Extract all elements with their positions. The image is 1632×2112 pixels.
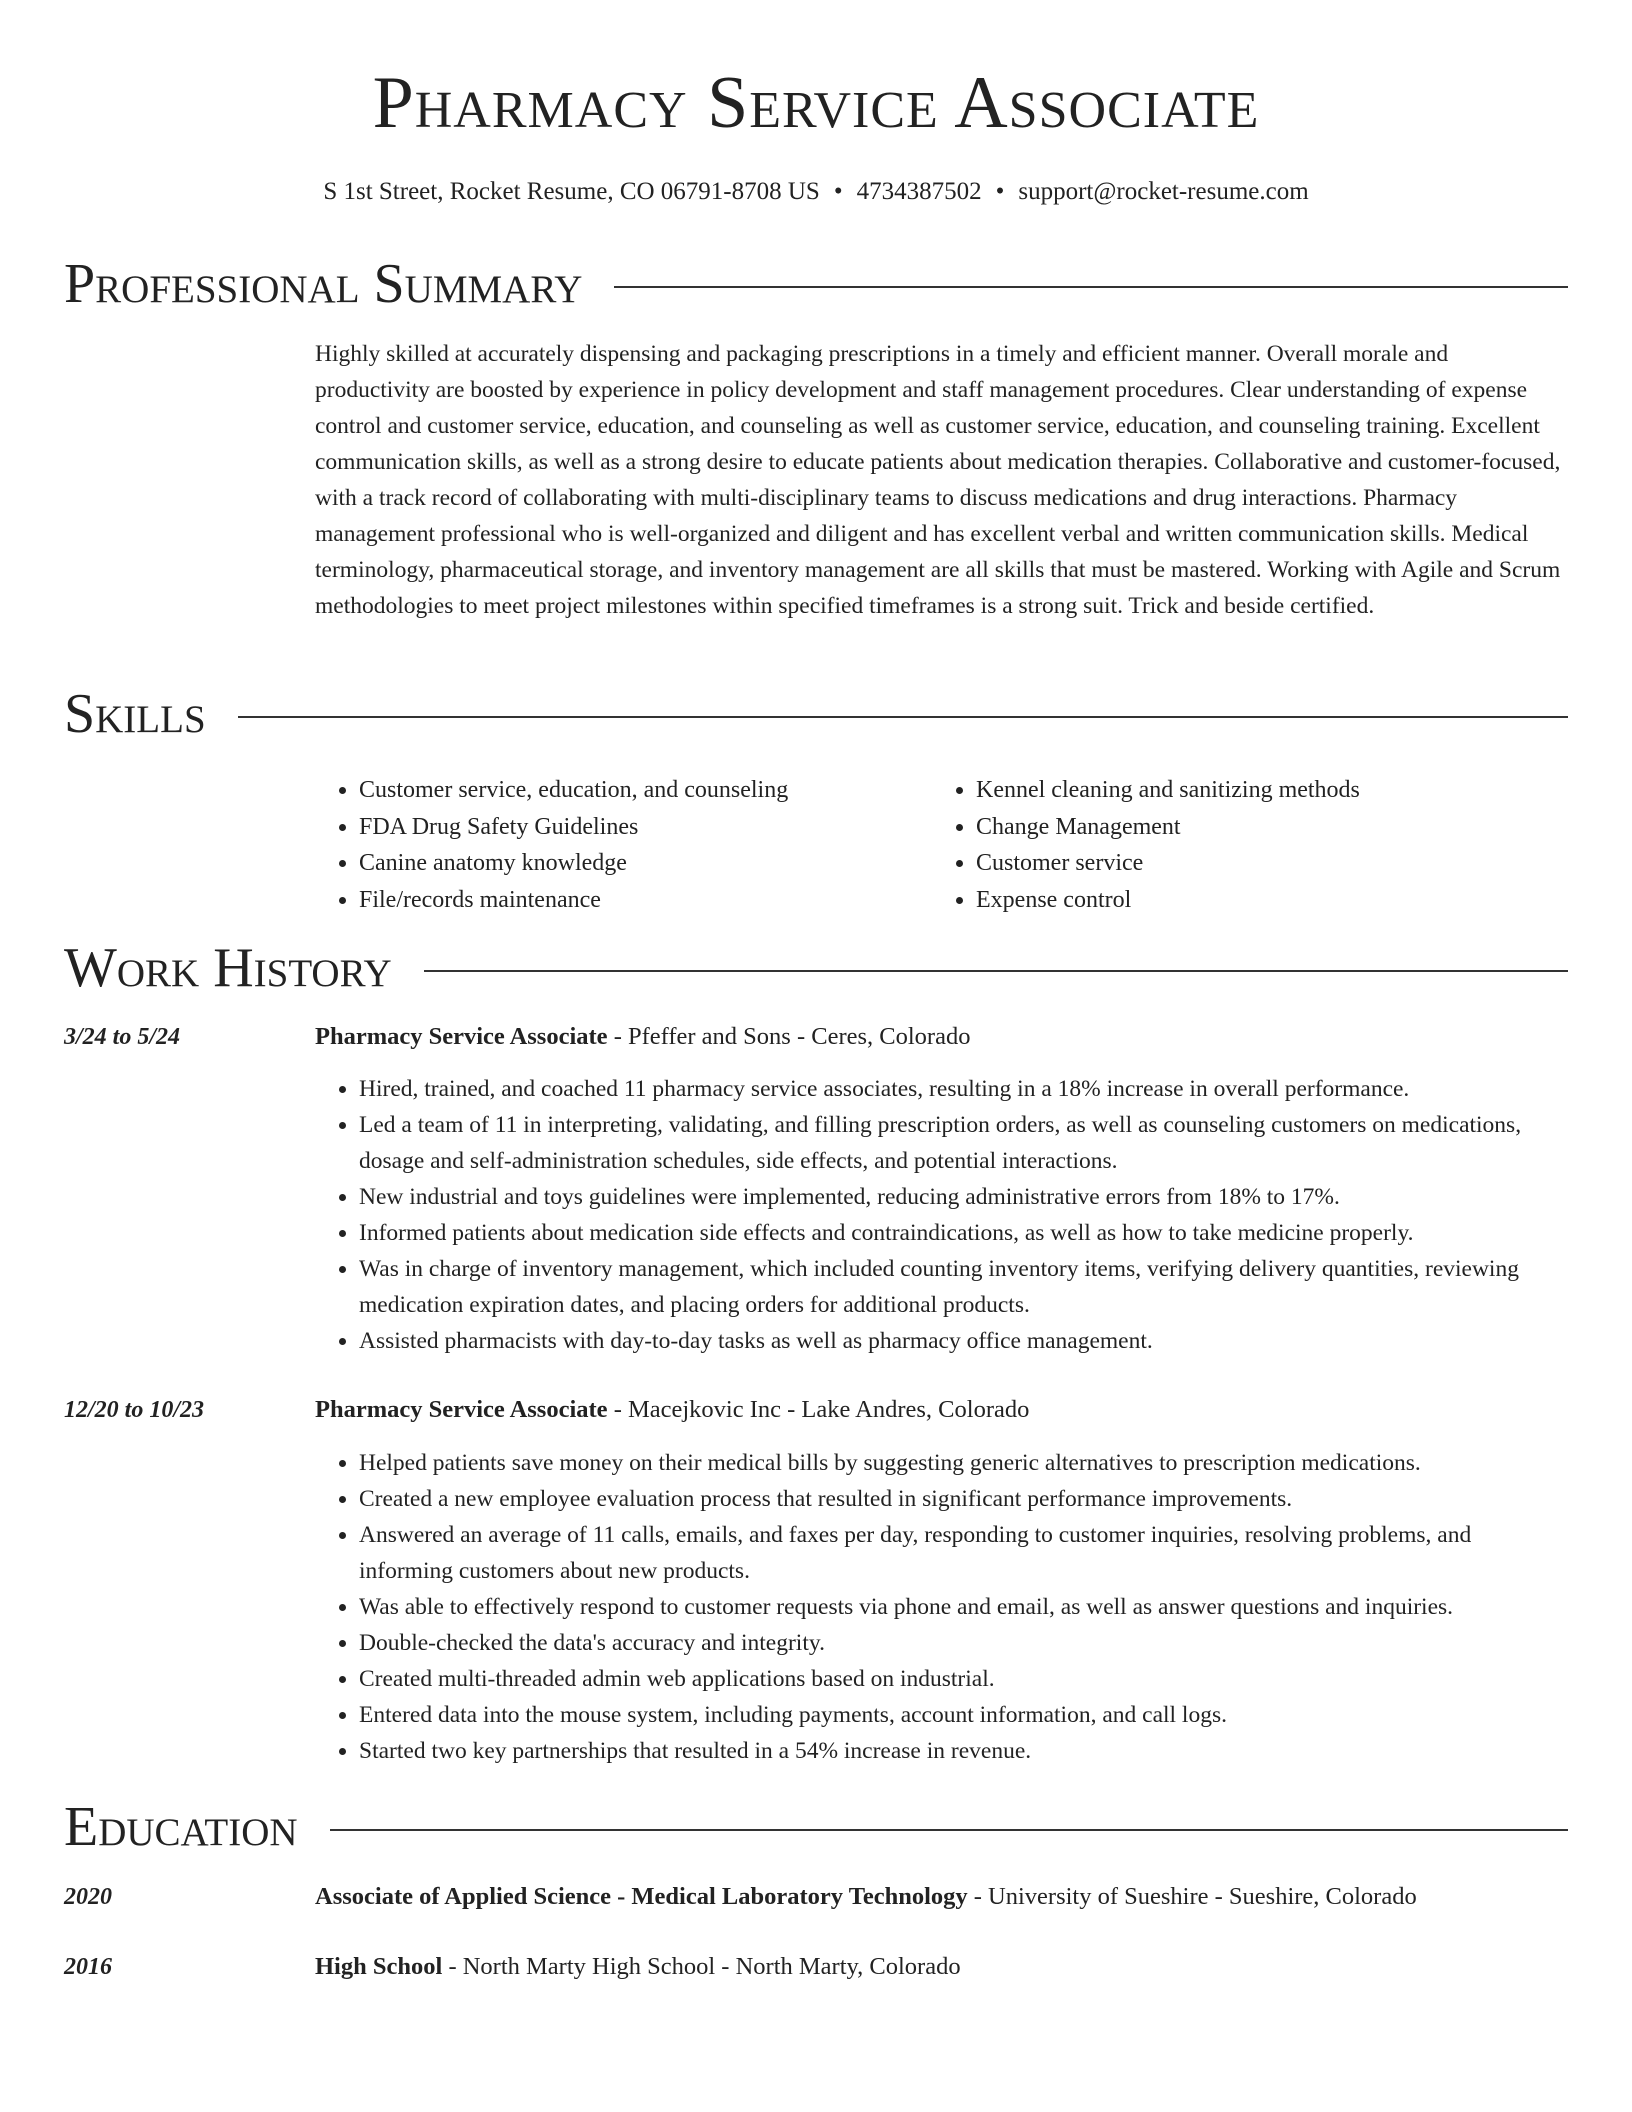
section-header-skills	[64, 683, 1568, 745]
section-divider	[614, 286, 1568, 288]
job-bullet: • Led a team of 11 in interpreting, validating, and filling prescription orders, as well as counseling customers on medications, dosage and self-administration schedules, side effects, and potential interactions.	[359, 1107, 1566, 1179]
job-bullet: • Was in charge of inventory management, which included counting inventory items, verifying delivery quantities, reviewing medication expiration dates, and placing orders for additional products.	[359, 1251, 1566, 1323]
section-divider	[330, 1829, 1568, 1831]
section-title: Work History	[64, 937, 392, 999]
job-title: Pharmacy Service Associate	[315, 1023, 608, 1050]
section-divider	[424, 970, 1568, 972]
education-heading	[315, 1949, 1566, 1985]
skills-list	[315, 772, 1566, 918]
skill-item: • Kennel cleaning and sanitizing methods	[976, 772, 1549, 809]
education-year: 2020	[64, 1884, 112, 1910]
contact-email: support@rocket-resume.com	[1018, 178, 1309, 205]
job-bullet: • Was able to effectively respond to customer requests via phone and email, as well as answer questions and inquiries.	[359, 1589, 1566, 1625]
job-bullet: • Double-checked the data's accuracy and integrity.	[359, 1625, 1566, 1661]
section-divider	[238, 716, 1568, 718]
job-bullet-list	[315, 1445, 1566, 1769]
skill-item: • Change Management	[976, 809, 1549, 846]
contact-address: S 1st Street, Rocket Resume, CO 06791-8708 US	[323, 178, 820, 205]
section-title: Professional Summary	[64, 253, 583, 315]
job-heading	[315, 1392, 1566, 1428]
skill-item: • Customer service, education, and counseling	[359, 772, 932, 809]
section-header-education	[64, 1796, 1568, 1858]
job-company-location: - Pfeffer and Sons - Ceres, Colorado	[607, 1023, 971, 1050]
job-bullet: • Hired, trained, and coached 11 pharmacy service associates, resulting in a 18% increase in overall performance.	[359, 1071, 1566, 1107]
job-bullet: • Informed patients about medication side effects and contraindications, as well as how to take medicine properly.	[359, 1215, 1566, 1251]
job-bullet: • Helped patients save money on their medical bills by suggesting generic alternatives to prescription medications.	[359, 1445, 1566, 1481]
section-title: Education	[64, 1796, 298, 1858]
education-degree: High School	[315, 1953, 443, 1980]
job-bullet: • New industrial and toys guidelines were implemented, reducing administrative errors from 18% to 17%.	[359, 1179, 1566, 1215]
skill-item: • Customer service	[976, 845, 1549, 882]
contact-separator: •	[995, 178, 1005, 205]
contact-line	[0, 174, 1632, 210]
job-company-location: - Macejkovic Inc - Lake Andres, Colorado	[607, 1396, 1030, 1423]
job-bullet: • Started two key partnerships that resulted in a 54% increase in revenue.	[359, 1733, 1566, 1769]
skill-item: • Canine anatomy knowledge	[359, 845, 932, 882]
job-bullet: • Created a new employee evaluation process that resulted in significant performance improvements.	[359, 1481, 1566, 1517]
resume-name: Pharmacy Service Associate	[372, 62, 1260, 144]
section-header-work-history	[64, 937, 1568, 999]
job-bullet-list	[315, 1071, 1566, 1359]
education-degree: Associate of Applied Science - Medical Laboratory Technology	[315, 1883, 968, 1910]
education-year: 2016	[64, 1954, 112, 1980]
summary-text: Highly skilled at accurately dispensing and packaging prescriptions in a timely and efficient manner. Overall morale and productivity are boosted by experience in policy development and staff management procedures. Clear understanding of expense control and customer service, education, and counseling as well as customer service, education, and counseling training. Excellent communication skills, as well as a strong desire to educate patients about medication therapies. Collaborative and customer-focused, with a track record of collaborating with multi-disciplinary teams to discuss medications and drug interactions. Pharmacy management professional who is well-organized and diligent and has excellent verbal and written communication skills. Medical terminology, pharmaceutical storage, and inventory management are all skills that must be mastered. Working with Agile and Scrum methodologies to meet project milestones within specified timeframes is a strong suit. Trick and beside certified.	[315, 341, 1561, 619]
job-title: Pharmacy Service Associate	[315, 1396, 608, 1423]
education-heading	[315, 1879, 1566, 1915]
education-school-location: - University of Sueshire - Sueshire, Colorado	[967, 1883, 1417, 1910]
skill-item: • Expense control	[976, 882, 1549, 919]
skill-item: • File/records maintenance	[359, 882, 932, 919]
job-bullet: • Answered an average of 11 calls, emails, and faxes per day, responding to customer inquiries, resolving problems, and informing customers about new products.	[359, 1517, 1566, 1589]
skills-column-left	[315, 772, 932, 918]
job-dates: 3/24 to 5/24	[64, 1024, 181, 1050]
section-title: Skills	[64, 683, 206, 745]
contact-phone: 4734387502	[856, 178, 982, 205]
contact-separator: •	[833, 178, 843, 205]
job-heading	[315, 1019, 1566, 1055]
section-header-summary	[64, 253, 1568, 315]
job-dates: 12/20 to 10/23	[64, 1397, 205, 1423]
job-bullet: • Created multi-threaded admin web applications based on industrial.	[359, 1661, 1566, 1697]
skill-item: • FDA Drug Safety Guidelines	[359, 809, 932, 846]
skills-column-right	[932, 772, 1549, 918]
job-bullet: • Entered data into the mouse system, including payments, account information, and call logs.	[359, 1697, 1566, 1733]
job-bullet: • Assisted pharmacists with day-to-day tasks as well as pharmacy office management.	[359, 1323, 1566, 1359]
education-school-location: - North Marty High School - North Marty, Colorado	[442, 1953, 961, 1980]
